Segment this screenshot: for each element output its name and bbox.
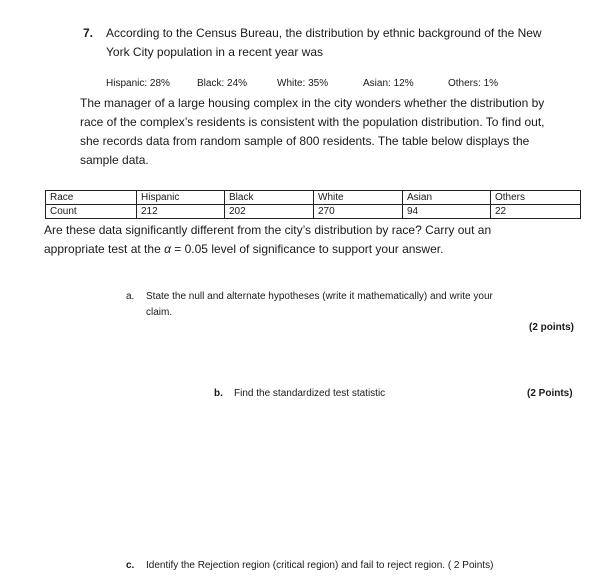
dist-white: White: 35% [277,78,329,89]
part-b-text: Find the standardized test statistic [234,388,386,399]
prompt-line2 [44,242,443,257]
prompt-line2-start: appropriate test at the [44,242,161,256]
table-header-cell: White [314,191,403,205]
part-a-points: (2 points) [529,322,574,333]
dist-black: Black: 24% [197,78,248,89]
part-a-line1: State the null and alternate hypotheses (write it mathematically) and write your [146,291,493,302]
dist-hispanic: Hispanic: 28% [106,78,170,89]
dist-asian: Asian: 12% [363,78,414,89]
table-cell: 270 [314,205,403,219]
prompt-line1: Are these data significantly different from the city’s distribution by race? Carry out an [44,223,492,237]
table-header-cell: Others [491,191,581,205]
table-header-cell: Asian [403,191,491,205]
table-cell: 202 [225,205,314,219]
part-c-text: Identify the Rejection region (critical region) and fail to reject region. ( 2 Points) [146,560,494,571]
part-a-line2: claim. [146,307,173,318]
table-header-cell: Black [225,191,314,205]
dist-others: Others: 1% [448,78,499,89]
paragraph-line4: sample data. [80,153,149,167]
part-b-points: (2 Points) [527,388,573,399]
table-cell: Count [46,205,137,219]
table-row [46,205,581,219]
question-intro-line2: York City population in a recent year was [106,45,324,59]
question-intro-line1: According to the Census Bureau, the distribution by ethnic background of the New [106,26,542,40]
table-cell: 212 [137,205,225,219]
table-header-cell: Hispanic [137,191,225,205]
alpha-symbol: α [164,242,171,256]
paragraph-line1: The manager of a large housing complex in the city wonders whether the distribution by [80,96,545,110]
prompt-line2-end: = 0.05 level of significance to support your answer. [174,242,444,256]
part-b-letter: b. [214,388,223,399]
table-cell: 22 [491,205,581,219]
part-a-letter: a. [126,291,135,302]
sample-data-table [45,190,581,219]
paragraph-line2: race of the complex’s residents is consistent with the population distribution. To find out, [80,115,545,129]
table-header-cell: Race [46,191,137,205]
part-c-letter: c. [126,560,135,571]
question-number: 7. [83,26,94,40]
table-cell: 94 [403,205,491,219]
table-header-row [46,191,581,205]
paragraph-line3: she records data from random sample of 800 residents. The table below displays the [80,134,530,148]
